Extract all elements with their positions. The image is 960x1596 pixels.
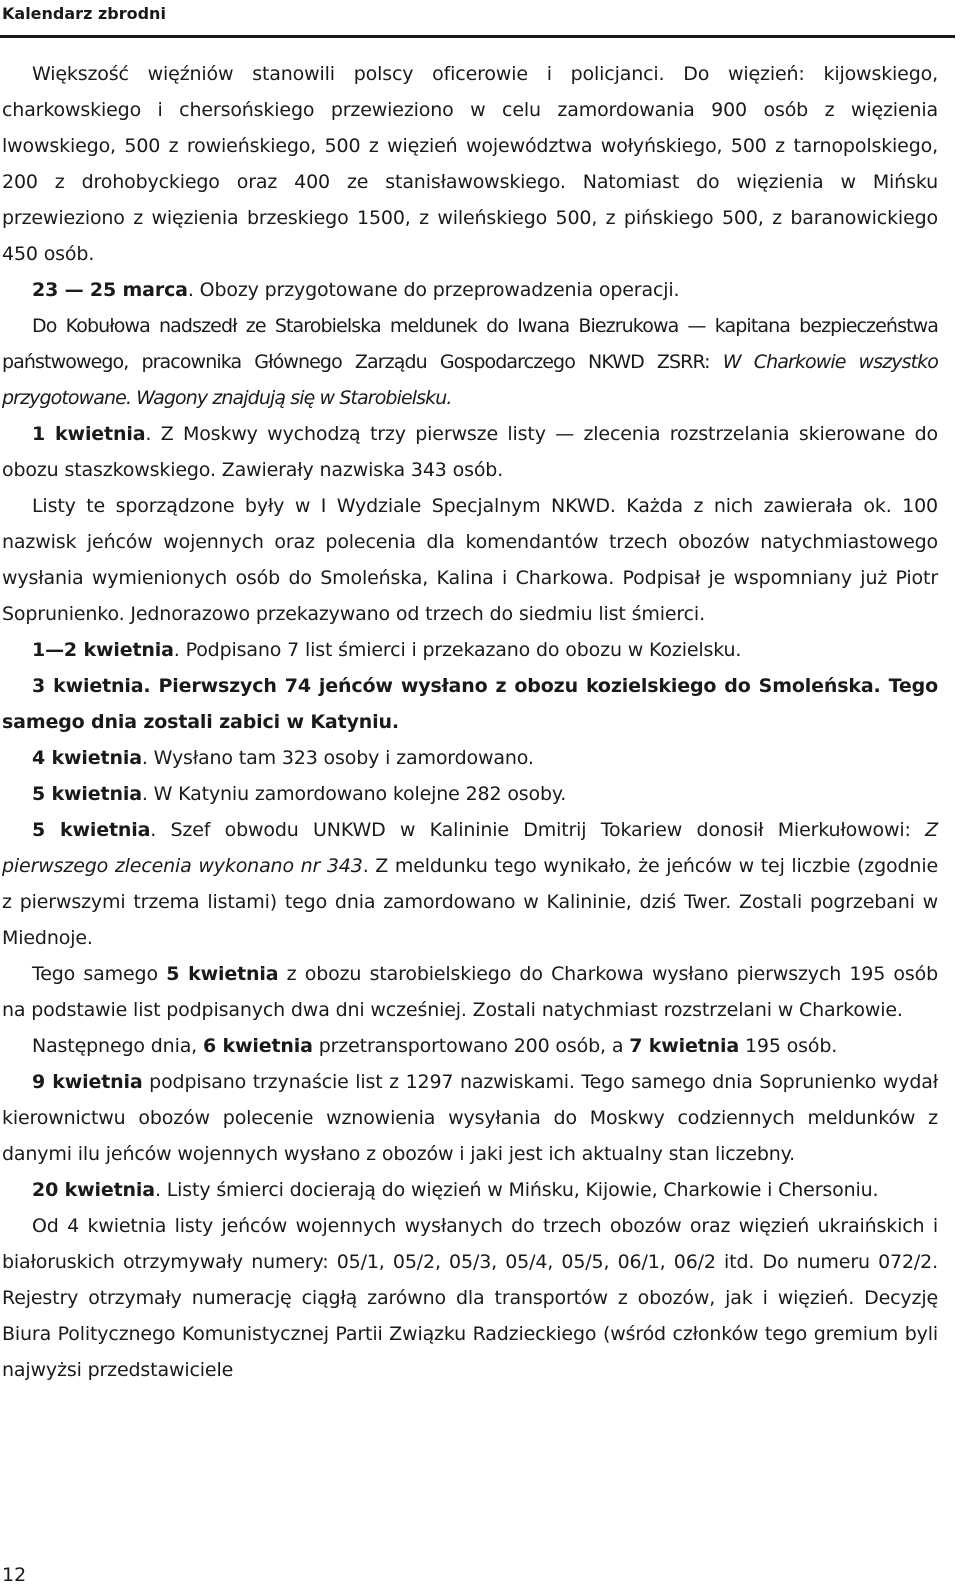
bold-date-text: 3 kwietnia. Pierwszych 74 jeńców wysłano z obozu kozielskiego do Smoleńska. Tego samego dnia zostali zabici w Katyniu. (2, 675, 938, 733)
paragraph (2, 632, 938, 668)
paragraph (2, 812, 938, 956)
paragraph-text: Do Kobułowa nadszedł ze Starobielska meldunek do Iwana Biezrukowa — kapitana bezpieczeństwa państwowego, pracownika Głównego Zarządu Gospodarczego NKWD ZSRR: (2, 315, 938, 373)
paragraph (2, 956, 938, 1028)
bold-date-text: 5 kwietnia (166, 963, 279, 985)
paragraph-text: Od 4 kwietnia listy jeńców wojennych wysłanych do trzech obozów oraz więzień ukraińskich i białoruskich otrzymywały numery: 05/1, 05/2, 05/3, 05/4, 05/5, 06/1, 06/2 itd. Do numeru 072/2. Rejestry otrzymały numerację ciągłą zarówno dla transportów z obozów, jak i więzień. Decyzję Biura Politycznego Komunistycznej Partii Związku Radzieckiego (wśród członków tego gremium byli najwyżsi przedstawiciele (2, 1215, 938, 1381)
paragraph-text: Tego samego (32, 963, 167, 985)
paragraph (2, 1208, 938, 1388)
paragraph-text: Następnego dnia, (32, 1035, 203, 1057)
paragraph-text: podpisano trzynaście list z 1297 nazwiskami. Tego samego dnia Soprunienko wydał kierownictwu obozów polecenie wznowienia wysyłania do Moskwy codziennych meldunków z danymi ilu jeńców wojennych wysłano z obozów i jaki jest ich aktualny stan liczebny. (2, 1071, 938, 1165)
bold-date-text: 1 kwietnia (32, 423, 146, 445)
paragraph-text: . Wysłano tam 323 osoby i zamordowano. (141, 747, 534, 769)
paragraph (2, 488, 938, 632)
running-header (0, 0, 960, 40)
bold-date-text: 5 kwietnia (32, 819, 151, 841)
italic-quote-text: Z pierwszego zlecenia wykonano nr 343 (2, 819, 938, 877)
bold-date-text: 4 kwietnia (32, 747, 142, 769)
paragraph-text: . Z Moskwy wychodzą trzy pierwsze listy — zlecenia rozstrzelania skierowane do obozu staszkowskiego. Zawierały nazwiska 343 osób. (2, 423, 938, 481)
paragraph (2, 1172, 938, 1208)
paragraph (2, 740, 938, 776)
paragraph (2, 272, 938, 308)
paragraph-text: z obozu starobielskiego do Charkowa wysłano pierwszych 195 osób na podstawie list podpisanych dwa dni wcześniej. Zostali natychmiast rozstrzelani w Charkowie. (2, 963, 939, 1021)
paragraph-text: . Obozy przygotowane do przeprowadzenia operacji. (187, 279, 680, 301)
paragraph-text: Listy te sporządzone były w I Wydziale Specjalnym NKWD. Każda z nich zawierała ok. 100 nazwisk jeńców wojennych oraz polecenia dla komendantów trzech obozów natychmiastowego wysłania wymienionych osób do Smoleńska, Kalina i Charkowa. Podpisał je wspomniany już Piotr Soprunienko. Jednorazowo przekazywano od trzech do siedmiu list śmierci. (2, 495, 938, 625)
bold-date-text: 6 kwietnia (202, 1035, 313, 1057)
bold-date-text: 5 kwietnia (32, 783, 142, 805)
paragraph (2, 776, 938, 812)
paragraph-text: Większość więźniów stanowili polscy oficerowie i policjanci. Do więzień: kijowskiego, charkowskiego i chersońskiego przewieziono w celu zamordowania 900 osób z więzienia lwowskiego, 500 z rowieńskiego, 500 z więzień województwa wołyńskiego, 500 z tarnopolskiego, 200 z drohobyckiego oraz 400 ze stanisławowskiego. Natomiast do więzienia w Mińsku przewieziono z więzienia brzeskiego 1500, z wileńskiego 500, z pińskiego 500, z baranowickiego 450 osób. (2, 63, 938, 265)
header-rule (0, 35, 955, 38)
paragraph (2, 416, 938, 488)
paragraph-text: 195 osób. (739, 1035, 838, 1057)
paragraph-text: . Z meldunku tego wynikało, że jeńców w tej liczbie (zgodnie z pierwszymi trzema listami) tego dnia zamordowano w Kalininie, dziś Twer. Zostali pogrzebani w Miednoje. (2, 855, 938, 949)
bold-date-text: 7 kwietnia (629, 1035, 740, 1057)
paragraph-text: . W Katyniu zamordowano kolejne 282 osoby. (141, 783, 567, 805)
bold-date-text: 20 kwietnia (32, 1179, 155, 1201)
paragraph (2, 1064, 938, 1172)
bold-date-text: 23 — 25 marca (32, 279, 188, 301)
paragraph (2, 668, 938, 740)
paragraph-text: . Podpisano 7 list śmierci i przekazano do obozu w Kozielsku. (173, 639, 742, 661)
body-text (2, 56, 938, 1388)
paragraph (2, 1028, 938, 1064)
page-number: 12 (2, 1564, 27, 1586)
running-header-title: Kalendarz zbrodni (2, 4, 166, 23)
paragraph (2, 308, 938, 416)
paragraph (2, 56, 938, 272)
italic-quote-text: W Charkowie wszystko przygotowane. Wagony znajdują się w Starobielsku. (2, 351, 938, 409)
bold-date-text: 1—2 kwietnia (32, 639, 174, 661)
paragraph-text: . Szef obwodu UNKWD w Kalininie Dmitrij Tokariew donosił Mierkułowowi: (150, 819, 926, 841)
bold-date-text: 9 kwietnia (32, 1071, 143, 1093)
paragraph-text: przetransportowano 200 osób, a (312, 1035, 630, 1057)
paragraph-text: . Listy śmierci docierają do więzień w Mińsku, Kijowie, Charkowie i Chersoniu. (154, 1179, 879, 1201)
